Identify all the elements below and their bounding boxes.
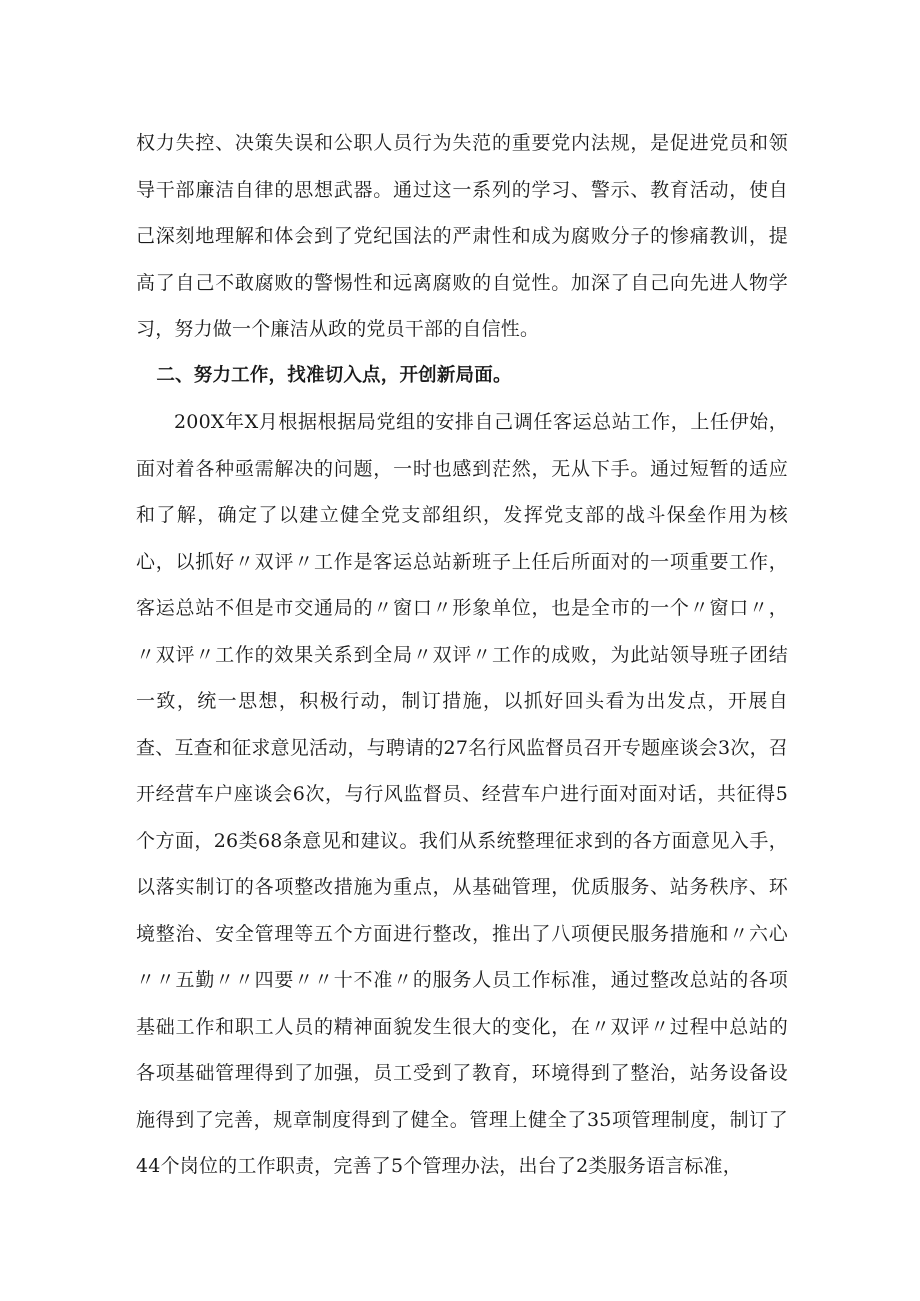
document-body: [136, 120, 788, 1190]
paragraph-continued: 权力失控、决策失误和公职人员行为失范的重要党内法规，是促进党员和领导干部廉洁自律的思想武器。通过这一系列的学习、警示、教育活动，使自己深刻地理解和体会到了党纪国法的严肃性和成为腐败分子的惨痛教训，提高了自己不敢腐败的警惕性和远离腐败的自觉性。加深了自己向先进人物学习，努力做一个廉洁从政的党员干部的自信性。: [136, 132, 788, 340]
section-heading: 二、努力工作，找准切入点，开创新局面。: [156, 364, 512, 386]
paragraph: 200X年X月根据根据局党组的安排自己调任客运总站工作，上任伊始，面对着各种亟需解决的问题，一时也感到茫然，无从下手。通过短暂的适应和了解，确定了以建立健全党支部组织，发挥党支部的战斗保垒作用为核心，以抓好〃双评〃工作是客运总站新班子上任后所面对的一项重要工作，客运总站不但是市交通局的〃窗口〃形象单位，也是全市的一个〃窗口〃，〃双评〃工作的效果关系到全局〃双评〃工作的成败，为此站领导班子团结一致，统一思想，积极行动，制订措施，以抓好回头看为出发点，开展自查、互查和征求意见活动，与聘请的27名行风监督员召开专题座谈会3次，召开经营车户座谈会6次，与行风监督员、经营车户进行面对面对话，共征得5个方面，26类68条意见和建议。我们从系统整理征求到的各方面意见入手，以落实制订的各项整改措施为重点，从基础管理，优质服务、站务秩序、环境整治、安全管理等五个方面进行整改，推出了八项便民服务措施和〃六心〃〃五勤〃〃四要〃〃十不准〃的服务人员工作标准，通过整改总站的各项基础工作和职工人员的精神面貌发生很大的变化，在〃双评〃过程中总站的各项基础管理得到了加强，员工受到了教育，环境得到了整治，站务设备设施得到了完善，规章制度得到了健全。管理上健全了35项管理制度，制订了44个岗位的工作职责，完善了5个管理办法，出台了2类服务语言标准，: [136, 411, 788, 1177]
